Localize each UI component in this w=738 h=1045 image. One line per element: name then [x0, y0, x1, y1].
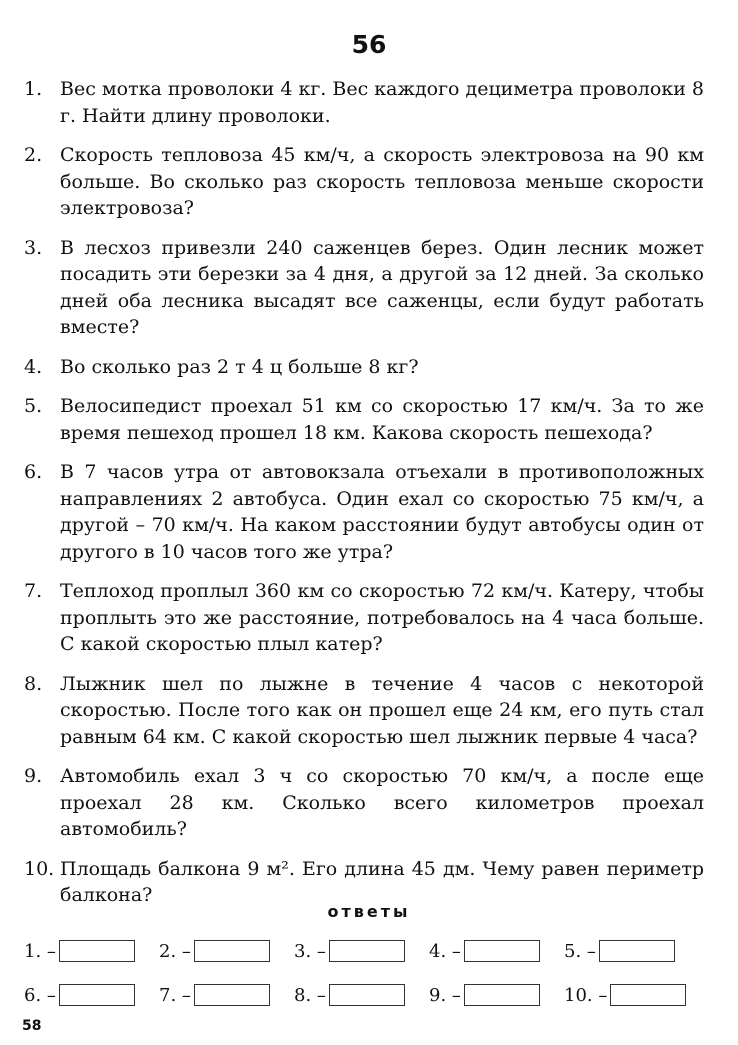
- answer-box[interactable]: [194, 940, 270, 962]
- problem-text: Теплоход проплыл 360 км со скоростью 72 км/ч. Катеру, чтобы проплыть это же расстояние, потребовалось на 4 часа больше. С какой скоростью плыл катер?: [60, 580, 704, 655]
- problem-item: [24, 671, 704, 751]
- problem-number: 3.: [24, 236, 43, 259]
- answer-box[interactable]: [329, 940, 405, 962]
- answer-cell: [294, 940, 429, 962]
- answer-box[interactable]: [194, 984, 270, 1006]
- problem-text: Автомобиль ехал 3 ч со скоростью 70 км/ч, а после еще проехал 28 км. Сколько всего километров проехал автомобиль?: [60, 765, 704, 840]
- answer-box[interactable]: [464, 984, 540, 1006]
- answer-row: [24, 973, 704, 1017]
- answer-cell: [294, 984, 429, 1006]
- answer-box[interactable]: [59, 940, 135, 962]
- answer-label: 5. –: [564, 940, 596, 962]
- problem-item: [24, 235, 704, 341]
- answer-label: 4. –: [429, 940, 461, 962]
- answer-label: 8. –: [294, 984, 326, 1006]
- answer-label: 9. –: [429, 984, 461, 1006]
- problem-number: 5.: [24, 395, 43, 417]
- answer-grid: [24, 929, 704, 1017]
- problem-item: [24, 578, 704, 658]
- answers-title: ответы: [327, 902, 411, 921]
- problem-text: В лесхоз привезли 240 саженцев берез. Один лесник может посадить эти березки за 4 дня, а другой за 12 дней. За сколько дней оба лесника высадят все саженцы, если будут работать вместе?: [60, 236, 704, 338]
- problem-number: 10.: [24, 857, 55, 880]
- problem-number: 7.: [24, 580, 43, 602]
- problem-item: [24, 763, 704, 843]
- problem-number: 4.: [24, 355, 43, 378]
- problem-item: [24, 354, 704, 381]
- problem-text: Вес мотка проволоки 4 кг. Вес каждого дециметра проволоки 8 г. Найти длину проволоки.: [60, 78, 704, 127]
- problem-text: Скорость тепловоза 45 км/ч, а скорость электровоза на 90 км больше. Во сколько раз скорость тепловоза меньше скорости электровоза?: [60, 144, 704, 219]
- problem-number: 9.: [24, 765, 43, 787]
- answer-box[interactable]: [329, 984, 405, 1006]
- problem-number: 6.: [24, 461, 43, 483]
- problem-item: [24, 459, 704, 565]
- problem-text: Лыжник шел по лыжне в течение 4 часов с некоторой скоростью. После того как он прошел еще 24 км, его путь стал равным 64 км. С какой скоростью шел лыжник первые 4 часа?: [60, 672, 704, 748]
- answer-label: 2. –: [159, 940, 191, 962]
- answer-label: 6. –: [24, 984, 56, 1006]
- answer-cell: [24, 984, 159, 1006]
- problem-text: Площадь балкона 9 м². Его длина 45 дм. Чему равен периметр балкона?: [60, 857, 704, 906]
- answer-box[interactable]: [599, 940, 675, 962]
- problem-item: [24, 76, 704, 129]
- problem-item: [24, 856, 704, 909]
- problem-list: [24, 76, 704, 922]
- answer-label: 7. –: [159, 984, 191, 1006]
- problem-text: В 7 часов утра от автовокзала отъехали в противоположных направлениях 2 автобуса. Один ехал со скоростью 75 км/ч, а другой – 70 км/ч. На каком расстоянии будут автобусы один от другого в 10 часов того же утра?: [60, 461, 704, 563]
- problem-text: Во сколько раз 2 т 4 ц больше 8 кг?: [60, 355, 419, 378]
- answer-row: [24, 929, 704, 973]
- answer-cell: [159, 984, 294, 1006]
- answer-box[interactable]: [59, 984, 135, 1006]
- page-number: 58: [22, 1018, 42, 1034]
- page-title: 56: [351, 30, 387, 59]
- problem-number: 1.: [24, 78, 43, 100]
- answer-label: 1. –: [24, 940, 56, 962]
- answer-label: 3. –: [294, 940, 326, 962]
- answer-cell: [24, 940, 159, 962]
- answer-box[interactable]: [464, 940, 540, 962]
- answer-label: 10. –: [564, 984, 608, 1006]
- problem-item: [24, 393, 704, 446]
- answer-cell: [564, 984, 699, 1006]
- answer-cell: [429, 984, 564, 1006]
- answer-cell: [159, 940, 294, 962]
- answer-box[interactable]: [610, 984, 686, 1006]
- problem-number: 8.: [24, 672, 43, 695]
- problem-item: [24, 142, 704, 222]
- problem-number: 2.: [24, 144, 43, 166]
- answer-cell: [564, 940, 699, 962]
- problem-text: Велосипедист проехал 51 км со скоростью 17 км/ч. За то же время пешеход прошел 18 км. Какова скорость пешехода?: [60, 395, 704, 444]
- answer-cell: [429, 940, 564, 962]
